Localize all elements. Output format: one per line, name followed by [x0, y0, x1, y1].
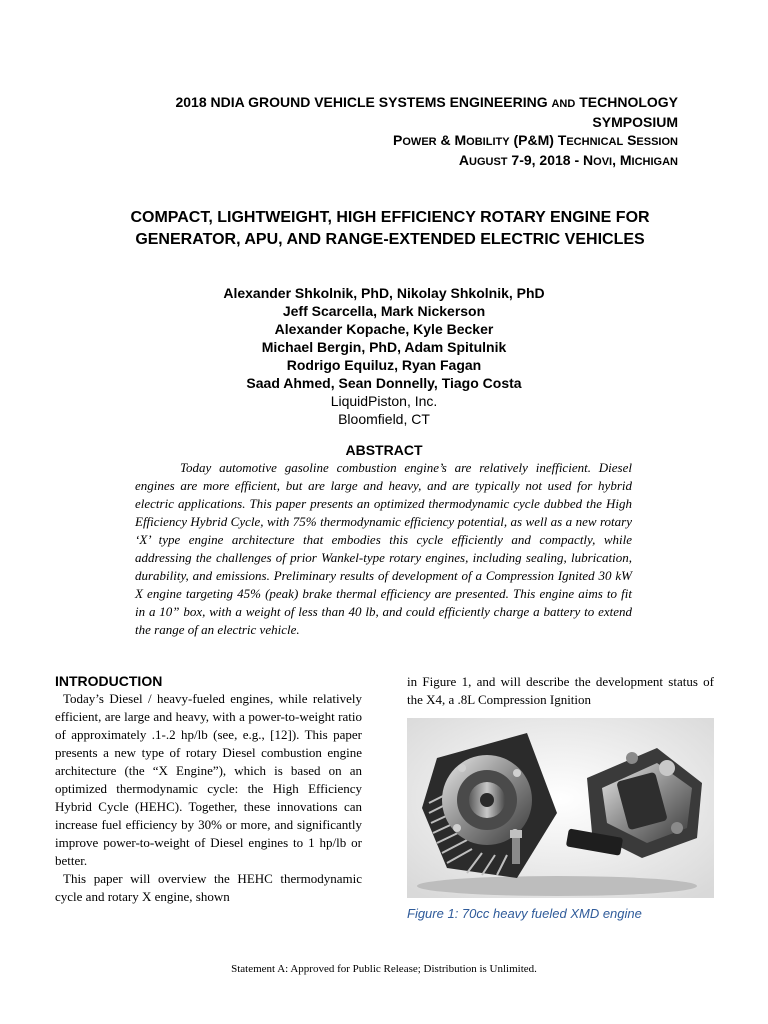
left-column — [55, 690, 362, 906]
title-line-1: COMPACT, LIGHTWEIGHT, HIGH EFFICIENCY ROTARY ENGINE FOR — [130, 209, 650, 226]
author-line: Jeff Scarcella, Mark Nickerson — [282, 303, 486, 319]
symposium-line-2: SYMPOSIUM — [592, 114, 678, 130]
author-line: Saad Ahmed, Sean Donnelly, Tiago Costa — [246, 375, 522, 391]
date-location-line: AUGUST 7-9, 2018 - NOVI, MICHIGAN — [458, 152, 678, 168]
figure-caption: Figure 1: 70cc heavy fueled XMD engine — [407, 906, 642, 921]
introduction-heading: INTRODUCTION — [55, 673, 163, 689]
intro-continuation: in Figure 1, and will describe the development status of the X4, a .8L Compression Ignition — [407, 674, 714, 707]
distribution-statement: Statement A: Approved for Public Release; Distribution is Unlimited. — [231, 963, 537, 975]
paper-title — [80, 207, 700, 251]
location: Bloomfield, CT — [338, 411, 430, 427]
author-line: Michael Bergin, PhD, Adam Spitulnik — [261, 339, 507, 355]
abstract-text: Today automotive gasoline combustion engine’s are relatively inefficient. Diesel engines are more efficient, but are large and heavy, and are typically not used for hybrid electric applications. This paper presents an optimized thermodynamic cycle dubbed the High Efficiency Hybrid Cycle, with 75% thermodynamic efficiency potential, as well as a new rotary ‘X’ type engine architecture that embodies this cycle efficiently and compactly, while addressing the challenges of prior Wankel-type rotary engines, including sealing, lubrication, durability, and emissions. Preliminary results of development of a Compression Ignited 30 kW X engine targeting 45% (peak) brake thermal efficiency are presented. This engine aims to fit in a 10” box, with a weight of less than 40 lb, and could efficiently charge a battery to extend the range of an electric vehicle. — [135, 460, 632, 637]
affiliation: LiquidPiston, Inc. — [330, 393, 438, 409]
abstract-heading: ABSTRACT — [345, 442, 423, 458]
author-line: Rodrigo Equiluz, Ryan Fagan — [286, 357, 482, 373]
session-line: POWER & MOBILITY (P&M) TECHNICAL SESSION — [393, 132, 678, 148]
intro-paragraph-1: Today’s Diesel / heavy-fueled engines, while relatively efficient, are large and heavy, with a power-to-weight ratio of approximately .1-.2 hp/lb (see, e.g., [12]). This paper presents a new type of rotary Diesel combustion engine architecture (the “X Engine”), which is based on an optimized thermodynamic cycle: the High Efficiency Hybrid Cycle (HEHC). Together, these innovations can increase fuel efficiency by 30% or more, and significantly improve power-to-weight of Diesel engines to 1 hp/lb or better. — [55, 691, 362, 868]
intro-paragraph-2: This paper will overview the HEHC thermodynamic cycle and rotary X engine, shown — [55, 871, 362, 904]
author-line: Alexander Shkolnik, PhD, Nikolay Shkolnik, PhD — [223, 285, 545, 301]
symposium-line-1: 2018 NDIA GROUND VEHICLE SYSTEMS ENGINEERING AND TECHNOLOGY — [175, 94, 678, 110]
engine-photo — [407, 718, 714, 898]
title-line-2: GENERATOR, APU, AND RANGE-EXTENDED ELECTRIC VEHICLES — [135, 231, 645, 248]
right-column — [407, 673, 714, 709]
author-line: Alexander Kopache, Kyle Becker — [274, 321, 494, 337]
author-block — [134, 284, 634, 428]
symposium-header — [78, 93, 678, 171]
